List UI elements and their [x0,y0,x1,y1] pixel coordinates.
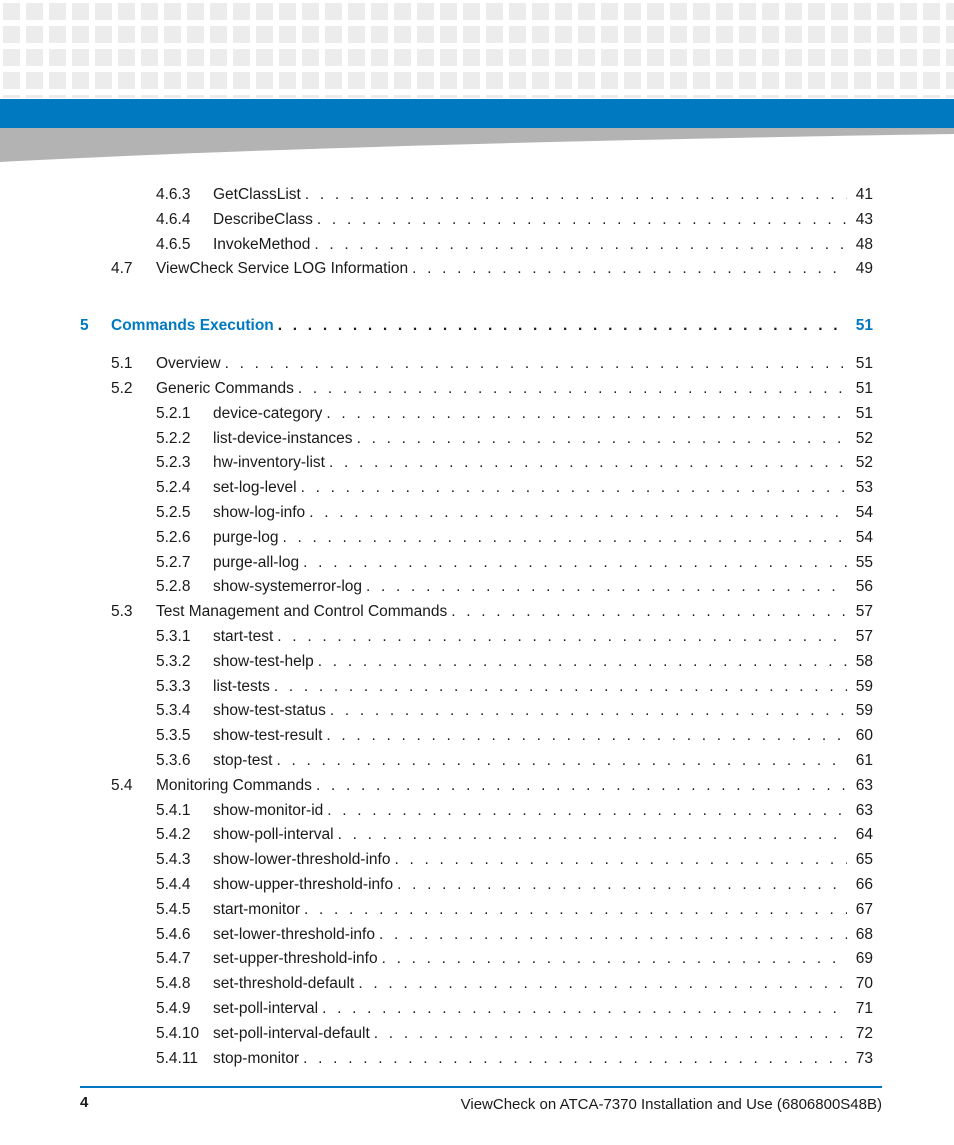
toc-entry-title-leader [213,184,847,206]
toc-entry-number: 5.3.6 [156,752,191,769]
toc-entry[interactable] [0,899,873,921]
toc-dot-leader [276,750,847,772]
toc-entry-title-leader [156,378,847,400]
toc-entry[interactable] [0,676,873,698]
toc-entry-title-leader [213,428,847,450]
toc-entry-number: 5.4.10 [156,1024,200,1042]
toc-entry-title-leader [213,750,847,772]
toc-entry[interactable] [0,924,873,946]
toc-entry[interactable] [0,998,873,1020]
toc-entry[interactable] [0,601,873,623]
toc-entry-title-leader [213,924,847,946]
toc-entry-title: show-test-result [213,727,323,745]
toc-entry-title: ViewCheck Service LOG Information [156,260,409,278]
toc-entry-number: 5.2.8 [156,578,191,596]
toc-dot-leader [382,948,847,970]
toc-entry-number: 5.4.6 [156,925,191,943]
toc-entry[interactable] [0,874,873,896]
toc-dot-leader [274,676,847,698]
toc-entry-title-leader [156,601,847,623]
toc-entry-title: stop-test [213,752,273,769]
toc-entry-page: 54 [855,528,873,546]
toc-entry-title-leader [213,626,847,648]
toc-dot-leader [412,258,847,280]
toc-entry-page: 57 [855,603,873,621]
toc-entry[interactable] [0,824,873,846]
toc-dot-leader [314,234,847,256]
toc-entry-title: Test Management and Control Commands [156,603,448,621]
toc-entry-title-leader [213,502,847,524]
toc-entry-page: 70 [855,975,873,993]
toc-entry-number: 5.4.11 [156,1049,198,1067]
footer-page-number: 4 [80,1094,89,1111]
toc-entry-title: show-test-status [213,702,326,720]
toc-entry-title: Overview [156,355,221,373]
toc-dot-leader [338,824,847,846]
toc-entry-title-leader [156,353,847,375]
toc-entry-title: stop-monitor [213,1049,300,1067]
toc-dot-leader [317,209,847,231]
toc-entry-title-leader [111,315,847,337]
toc-entry-number: 4.6.4 [156,210,191,228]
toc-entry[interactable] [0,378,873,400]
toc-dot-leader [277,626,847,648]
toc-entry-number: 5.4.4 [156,876,191,893]
toc-dot-leader [305,184,847,206]
toc-entry-page: 57 [855,628,873,645]
toc-entry[interactable] [0,403,873,425]
toc-dot-leader [316,775,847,797]
toc-dot-leader [366,576,847,598]
toc-entry[interactable] [0,626,873,648]
toc-entry-title: start-test [213,628,274,645]
toc-entry-number: 5.3.3 [156,677,191,695]
toc-entry-title: start-monitor [213,900,300,918]
toc-dot-leader [326,403,847,425]
toc-entry[interactable] [0,527,873,549]
toc-entry-title-leader [156,258,847,280]
toc-entry-page: 51 [855,380,873,397]
toc-dot-leader [329,452,847,474]
toc-entry-number: 5.2.2 [156,429,191,447]
toc-dot-leader [303,1048,847,1070]
toc-entry-title: list-device-instances [213,429,353,447]
header-gray-swoosh [0,128,954,164]
toc-entry-number: 5.4.9 [156,1000,191,1017]
toc-entry-page: 41 [855,186,873,203]
toc-entry-title: show-systemerror-log [213,578,363,596]
toc-entry-title-leader [213,651,847,673]
toc-dot-leader [327,800,847,822]
toc-entry[interactable] [0,477,873,499]
toc-entry-title-leader [213,477,847,499]
toc-entry-page: 59 [855,677,873,695]
toc-entry-number: 5.2.5 [156,504,191,521]
toc-entry-page: 65 [855,851,873,869]
toc-entry-title-leader [213,209,847,231]
header-grid-pattern [0,0,954,98]
toc-entry[interactable] [0,502,873,524]
toc-entry[interactable] [0,1048,873,1070]
toc-dot-leader [330,700,847,722]
toc-entry[interactable] [0,750,873,772]
toc-entry-page: 72 [855,1024,873,1042]
toc-entry-title-leader [213,676,847,698]
header-blue-bar [0,99,954,128]
toc-entry-title: show-poll-interval [213,826,334,844]
toc-entry-title-leader [213,725,847,747]
toc-entry[interactable] [0,353,873,375]
toc-chapter-entry[interactable] [0,315,873,337]
toc-entry-page: 59 [855,702,873,720]
toc-entry-title: show-lower-threshold-info [213,851,391,869]
toc-entry-number: 5.2.4 [156,479,191,497]
toc-entry-page: 69 [855,950,873,968]
toc-entry-title-leader [213,973,847,995]
toc-dot-leader [326,725,847,747]
toc-dot-leader [303,552,847,574]
toc-entry-page: 55 [855,553,873,571]
toc-entry-number: 5.4 [111,776,133,794]
toc-entry-title-leader [213,552,847,574]
toc-entry-page: 61 [855,752,873,769]
toc-entry-title: show-upper-threshold-info [213,876,394,893]
toc-entry-number: 5.4.7 [156,950,191,968]
toc-entry-title: purge-all-log [213,553,300,571]
toc-entry-title-leader [156,775,847,797]
toc-entry-number: 5.3.2 [156,652,191,670]
toc-entry[interactable] [0,1023,873,1045]
toc-entry-title: list-tests [213,677,270,695]
toc-entry-page: 49 [855,260,873,278]
toc-entry-page: 66 [855,876,873,893]
toc-entry-page: 51 [855,317,873,335]
toc-entry[interactable] [0,234,873,256]
toc-entry[interactable] [0,209,873,231]
toc-entry-title: DescribeClass [213,210,313,228]
toc-entry[interactable] [0,800,873,822]
toc-entry-page: 48 [855,235,873,253]
toc-entry-page: 43 [855,210,873,228]
toc-entry-title-leader [213,849,847,871]
toc-entry-number: 5.2 [111,380,133,397]
toc-entry-title: InvokeMethod [213,235,311,253]
toc-entry[interactable] [0,258,873,280]
toc-entry-number: 5.4.3 [156,851,191,869]
toc-entry-title: Commands Execution [111,317,274,335]
toc-entry-number: 5.4.8 [156,975,191,993]
toc-entry-number: 4.7 [111,260,133,278]
toc-entry-number: 5.1 [111,355,133,373]
toc-entry[interactable] [0,700,873,722]
toc-entry-page: 53 [855,479,873,497]
toc-entry-title-leader [213,948,847,970]
toc-entry-number: 5.4.1 [156,801,191,819]
toc-entry-number: 5.4.2 [156,826,191,844]
toc-entry-title-leader [213,452,847,474]
header-grid-cells [0,0,954,98]
toc-entry-page: 68 [855,925,873,943]
toc-dot-leader [283,527,848,549]
toc-entry-title: show-log-info [213,504,306,521]
toc-entry-number: 5.2.1 [156,404,191,422]
toc-entry-number: 5.4.5 [156,900,191,918]
toc-dot-leader [397,874,847,896]
toc-dot-leader [374,1023,847,1045]
toc-entry-title-leader [213,1048,847,1070]
toc-dot-leader [298,378,847,400]
toc-entry-title: set-poll-interval-default [213,1024,370,1042]
toc-entry-title: show-test-help [213,652,314,670]
toc-entry-page: 63 [855,776,873,794]
toc-dot-leader [301,477,847,499]
toc-entry-page: 73 [855,1049,873,1067]
toc-entry-page: 56 [855,578,873,596]
toc-entry-title-leader [213,403,847,425]
toc-entry-number: 5 [80,317,89,335]
toc-entry-title: set-log-level [213,479,297,497]
toc-entry-title-leader [213,700,847,722]
toc-entry-title-leader [213,527,847,549]
toc-entry-title-leader [213,899,847,921]
toc-entry-page: 63 [855,801,873,819]
toc-dot-leader [304,899,847,921]
toc-entry-title: hw-inventory-list [213,454,325,472]
toc-entry[interactable] [0,428,873,450]
toc-entry-page: 52 [855,429,873,447]
toc-entry-number: 4.6.3 [156,186,191,203]
toc-entry-page: 51 [855,355,873,373]
toc-entry-number: 5.3 [111,603,133,621]
toc-entry[interactable] [0,948,873,970]
toc-entry-title: device-category [213,404,323,422]
toc-dot-leader [225,353,847,375]
toc-entry-title-leader [213,234,847,256]
footer-divider [80,1086,882,1088]
toc-entry-page: 52 [855,454,873,472]
toc-entry-number: 5.3.1 [156,628,191,645]
toc-entry-number: 5.2.3 [156,454,191,472]
toc-dot-leader [309,502,847,524]
toc-entry-title-leader [213,824,847,846]
toc-entry-number: 4.6.5 [156,235,191,253]
toc-dot-leader [451,601,847,623]
toc-entry[interactable] [0,576,873,598]
toc-entry-page: 71 [855,1000,873,1017]
toc-entry-page: 51 [855,404,873,422]
toc-entry-title: set-poll-interval [213,1000,319,1017]
toc-entry-title-leader [213,800,847,822]
toc-entry-title: Generic Commands [156,380,294,397]
toc-entry-page: 58 [855,652,873,670]
toc-entry-title-leader [213,576,847,598]
toc-entry-page: 67 [855,900,873,918]
toc-entry-page: 60 [855,727,873,745]
toc-entry-title: set-threshold-default [213,975,355,993]
toc-entry[interactable] [0,452,873,474]
toc-entry-number: 5.3.5 [156,727,191,745]
toc-entry-number: 5.2.7 [156,553,191,571]
toc-entry-title: Monitoring Commands [156,776,312,794]
toc-entry[interactable] [0,849,873,871]
toc-dot-leader [278,315,847,337]
toc-entry-title-leader [213,998,847,1020]
toc-entry-title: GetClassList [213,186,301,203]
toc-entry-number: 5.3.4 [156,702,191,720]
toc-entry[interactable] [0,552,873,574]
toc-entry-title: set-lower-threshold-info [213,925,375,943]
toc-entry-number: 5.2.6 [156,528,191,546]
toc-entry-title: show-monitor-id [213,801,324,819]
toc-entry-title: purge-log [213,528,279,546]
toc-entry-page: 64 [855,826,873,844]
toc-entry[interactable] [0,184,873,206]
toc-dot-leader [318,651,847,673]
toc-entry-title-leader [213,874,847,896]
toc-entry[interactable] [0,973,873,995]
toc-dot-leader [357,428,847,450]
toc-entry[interactable] [0,775,873,797]
toc-dot-leader [322,998,847,1020]
toc-entry-page: 54 [855,504,873,521]
toc-entry-title: set-upper-threshold-info [213,950,378,968]
toc-dot-leader [379,924,847,946]
footer-document-title: ViewCheck on ATCA-7370 Installation and Use (6806800S48B) [460,1096,882,1113]
toc-entry[interactable] [0,651,873,673]
toc-dot-leader [394,849,847,871]
toc-entry-title-leader [213,1023,847,1045]
toc-entry[interactable] [0,725,873,747]
toc-dot-leader [358,973,847,995]
